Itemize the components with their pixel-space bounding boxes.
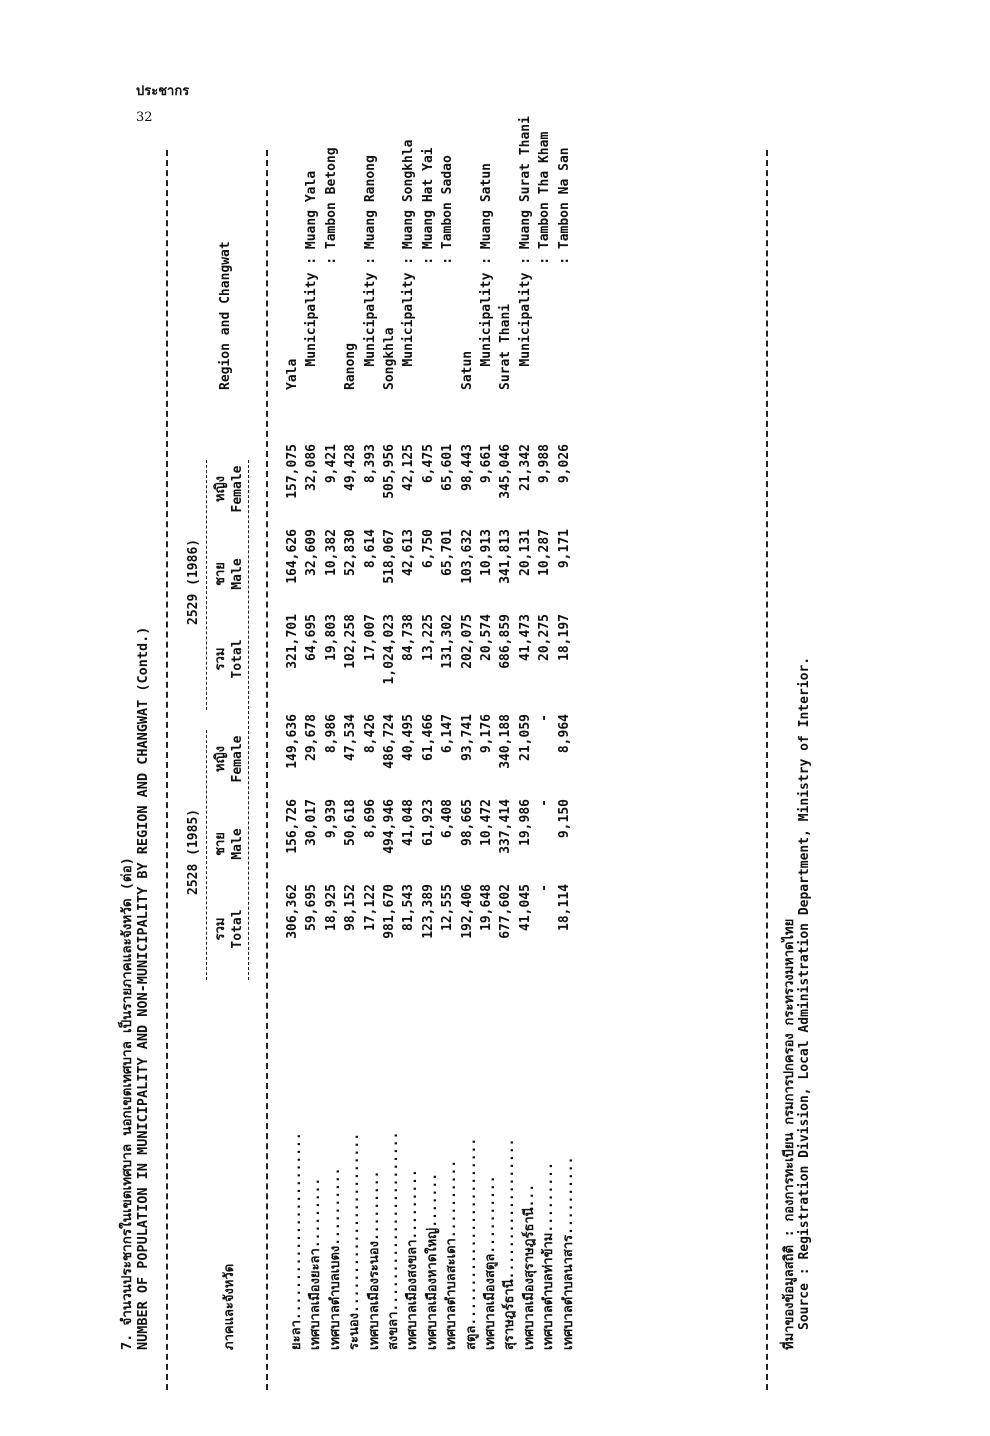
table-cell: 131,302 xyxy=(440,614,456,669)
table-cell: 341,813 xyxy=(498,529,514,584)
row-label-english: : Tambon Tha Kham xyxy=(537,131,553,390)
table-cell: 19,648 xyxy=(479,884,494,931)
column-header-english: Male xyxy=(230,558,245,590)
table-cell: - xyxy=(537,884,553,892)
column-header-rule xyxy=(248,460,249,980)
table-cell: 345,046 xyxy=(498,444,514,499)
table-cell: 61,923 xyxy=(420,799,436,846)
table-row xyxy=(304,150,322,1390)
table-cell: 41,048 xyxy=(401,799,417,846)
table-row xyxy=(401,139,421,1390)
table-cell: 41,473 xyxy=(517,614,533,661)
row-label-english: : Tambon Na San xyxy=(556,147,572,390)
rotated-table xyxy=(100,116,820,1390)
table-cell: 42,125 xyxy=(401,444,417,491)
table-cell: 505,956 xyxy=(382,444,397,499)
table-row xyxy=(479,150,497,1390)
right-column-header: Region and Changwat xyxy=(218,241,233,390)
row-label-thai: เทศบาลเมืองสงขลา......... xyxy=(405,1169,421,1350)
table-cell: - xyxy=(537,799,553,807)
table-cell: 98,665 xyxy=(459,799,475,846)
table-cell: 9,421 xyxy=(323,444,339,484)
table-cell: 686,859 xyxy=(498,614,514,669)
row-label-thai: สงขลา....................... xyxy=(386,1131,401,1350)
row-label-english: : Tambon Betong xyxy=(323,147,339,390)
table-cell: 8,614 xyxy=(362,529,378,569)
row-label-english: : Tambon Sadao xyxy=(440,155,456,390)
row-label-english: Municipality : Muang Surat Thani xyxy=(517,116,533,390)
bottom-rule xyxy=(766,150,768,1390)
table-cell: 65,701 xyxy=(440,529,456,576)
table-cell: 677,602 xyxy=(498,884,514,939)
column-header-english: Female xyxy=(230,465,245,513)
table-cell: 20,275 xyxy=(537,614,553,661)
table-cell: 98,152 xyxy=(343,884,359,931)
table-cell: 6,408 xyxy=(440,799,456,839)
table-cell: 40,495 xyxy=(401,714,417,761)
table-cell: 19,803 xyxy=(323,614,339,661)
table-cell: 21,059 xyxy=(517,714,533,761)
table-cell: 52,830 xyxy=(343,529,359,576)
table-cell: 518,067 xyxy=(382,529,397,584)
table-title-thai: 7. จำนวนประชากรในเขตเทศบาล นอกเขตเทศบาล เป็นรายภาคและจังหวัด (ต่อ) xyxy=(119,857,135,1350)
table-cell: 32,086 xyxy=(304,444,320,491)
table-cell: 6,475 xyxy=(420,444,436,484)
column-header-thai: ชาย xyxy=(213,562,228,586)
table-cell: 8,426 xyxy=(362,714,378,754)
left-column-header: ภาคและจังหวัด xyxy=(222,1263,237,1350)
row-label-thai: สุราษฎร์ธานี.................. xyxy=(502,1138,518,1350)
row-label-english: Ranong xyxy=(343,343,359,390)
table-cell: 30,017 xyxy=(304,799,320,846)
column-header xyxy=(212,799,246,889)
row-label-english: Municipality : Muang Yala xyxy=(304,170,320,390)
table-cell: 65,601 xyxy=(440,444,456,491)
table-row xyxy=(556,147,576,1390)
table-cell: 41,045 xyxy=(517,884,533,931)
table-cell: 157,075 xyxy=(285,444,300,499)
column-header xyxy=(212,614,246,704)
row-label-thai: เทศบาลเมืองหาดใหญ่....... xyxy=(424,1172,440,1350)
row-label-thai: เทศบาลเมืองสุราษฎร์ธานี... xyxy=(521,1183,537,1350)
table-cell: 10,913 xyxy=(479,529,494,576)
table-cell: 18,925 xyxy=(323,884,339,931)
row-label-thai: เทศบาลตำบลสะเดา.......... xyxy=(444,1159,460,1350)
table-cell: 486,724 xyxy=(382,714,397,769)
row-label-thai: เทศบาลตำบลนาสาร.......... xyxy=(560,1156,576,1350)
table-cell: 32,609 xyxy=(304,529,320,576)
table-cell: 494,946 xyxy=(382,799,397,854)
row-label-thai: เทศบาลเมืองระนอง......... xyxy=(366,1170,382,1350)
row-label-thai: เทศบาลเมืองยะลา......... xyxy=(308,1177,324,1350)
column-header-english: Male xyxy=(230,828,245,860)
table-cell: 8,393 xyxy=(362,444,378,484)
table-cell: 321,701 xyxy=(285,614,300,669)
source-english: Source : Registration Division, Local Administration Department, Ministry of Interior. xyxy=(797,656,812,1330)
column-header-english: Total xyxy=(230,909,245,949)
table-cell: 9,171 xyxy=(556,529,572,569)
table-row xyxy=(440,150,458,1390)
table-cell: 18,197 xyxy=(556,614,572,661)
table-row xyxy=(343,150,361,1390)
year-1985-header: 2528 (1985) xyxy=(186,808,201,895)
table-cell: 13,225 xyxy=(420,614,436,661)
table-cell: 103,632 xyxy=(459,529,475,584)
table-cell: 18,114 xyxy=(556,884,572,931)
table-cell: 6,750 xyxy=(420,529,436,569)
table-row xyxy=(498,150,516,1390)
table-cell: 192,406 xyxy=(459,884,475,939)
column-header-thai: รวม xyxy=(213,647,228,671)
column-header-english: Female xyxy=(230,735,245,783)
table-cell: 202,075 xyxy=(459,614,475,669)
header-bottom-rule xyxy=(266,150,268,1390)
table-cell: 93,741 xyxy=(459,714,475,761)
table-row xyxy=(420,147,440,1390)
running-section-title: ประชากร xyxy=(136,84,190,99)
column-header xyxy=(212,714,246,804)
table-cell: 337,414 xyxy=(498,799,514,854)
table-cell: 84,738 xyxy=(401,614,417,661)
table-cell: 9,176 xyxy=(479,714,494,754)
row-label-thai: ยะลา........................ xyxy=(289,1132,304,1350)
column-header-thai: หญิง xyxy=(213,746,228,772)
table-cell: 47,534 xyxy=(343,714,359,761)
table-cell: 981,670 xyxy=(382,884,397,939)
table-cell: 49,428 xyxy=(343,444,359,491)
source-thai: ที่มาของข้อมูลสถิติ : กองการทะเบียน กรมการปกครอง กระทรวงมหาดไทย xyxy=(782,918,797,1350)
table-cell: 156,726 xyxy=(285,799,300,854)
table-cell: 102,258 xyxy=(343,614,359,669)
table-cell: 21,342 xyxy=(517,444,533,491)
row-label-english: Surat Thani xyxy=(498,303,514,390)
row-label-english: Municipality : Muang Satun xyxy=(479,163,494,390)
table-cell: 20,574 xyxy=(479,614,494,661)
table-row xyxy=(517,116,537,1390)
column-header xyxy=(212,444,246,534)
table-cell: 42,613 xyxy=(401,529,417,576)
column-header-thai: ชาย xyxy=(213,832,228,856)
row-label-thai: เทศบาลเมืองสตูล.......... xyxy=(483,1175,498,1350)
table-row xyxy=(537,131,557,1390)
table-cell: 64,695 xyxy=(304,614,320,661)
column-header xyxy=(212,529,246,619)
row-label-english: Municipality : Muang Ranong xyxy=(362,155,378,390)
year-1986-rule xyxy=(206,460,207,710)
table-cell: 123,389 xyxy=(420,884,436,939)
row-label-english: Municipality : Muang Songkhla xyxy=(401,139,417,390)
row-label-english: Songkhla xyxy=(382,327,397,390)
row-label-english: : Muang Hat Yai xyxy=(420,147,436,390)
table-cell: 9,026 xyxy=(556,444,572,484)
year-1985-rule xyxy=(206,730,207,980)
row-label-thai: สตูล........................ xyxy=(463,1137,479,1350)
row-label-thai: ระนอง....................... xyxy=(347,1132,363,1350)
table-cell: 10,287 xyxy=(537,529,553,576)
table-cell: 10,472 xyxy=(479,799,494,846)
table-cell: 29,678 xyxy=(304,714,320,761)
table-cell: 9,150 xyxy=(556,799,572,839)
table-cell: 1,024,023 xyxy=(382,614,397,685)
table-cell: 340,188 xyxy=(498,714,514,769)
table-cell: 8,696 xyxy=(362,799,378,839)
column-header xyxy=(212,884,246,974)
column-header-thai: รวม xyxy=(213,917,228,941)
table-row xyxy=(323,147,343,1390)
table-cell: 81,543 xyxy=(401,884,417,931)
table-cell: 59,695 xyxy=(304,884,320,931)
table-cell: 9,939 xyxy=(323,799,339,839)
column-header-english: Total xyxy=(230,639,245,679)
table-row xyxy=(363,150,381,1390)
table-cell: 9,661 xyxy=(479,444,494,484)
table-cell: 8,964 xyxy=(556,714,572,754)
table-row xyxy=(382,150,400,1390)
table-cell: 19,986 xyxy=(517,799,533,846)
table-cell: 50,618 xyxy=(343,799,359,846)
table-cell: 17,122 xyxy=(362,884,378,931)
table-title-english: NUMBER OF POPULATION IN MUNICIPALITY AND NON-MUNICIPALITY BY REGION AND CHANGWAT (Contd.) xyxy=(135,626,151,1350)
table-row xyxy=(285,150,303,1390)
row-label-english: Yala xyxy=(285,358,300,390)
table-cell: 306,362 xyxy=(285,884,300,939)
table-cell: - xyxy=(537,714,553,722)
table-cell: 98,443 xyxy=(459,444,475,491)
table-cell: 6,147 xyxy=(440,714,456,754)
row-label-thai: เทศบาลตำบลเบตง.......... xyxy=(327,1167,343,1350)
column-header-thai: หญิง xyxy=(213,476,228,502)
table-cell: 149,636 xyxy=(285,714,300,769)
table-cell: 10,382 xyxy=(323,529,339,576)
table-cell: 8,986 xyxy=(323,714,339,754)
table-cell: 164,626 xyxy=(285,529,300,584)
year-1986-header: 2529 (1986) xyxy=(186,538,201,625)
table-row xyxy=(460,150,478,1390)
table-cell: 20,131 xyxy=(517,529,533,576)
row-label-thai: เทศบาลตำบลท่าข้าม......... xyxy=(541,1162,557,1350)
page-number: 32 xyxy=(136,110,153,125)
table-cell: 17,007 xyxy=(362,614,378,661)
row-label-english: Satun xyxy=(459,350,475,390)
table-cell: 61,466 xyxy=(420,714,436,761)
top-rule xyxy=(166,150,168,1390)
table-cell: 12,555 xyxy=(440,884,456,931)
table-cell: 9,988 xyxy=(537,444,553,484)
